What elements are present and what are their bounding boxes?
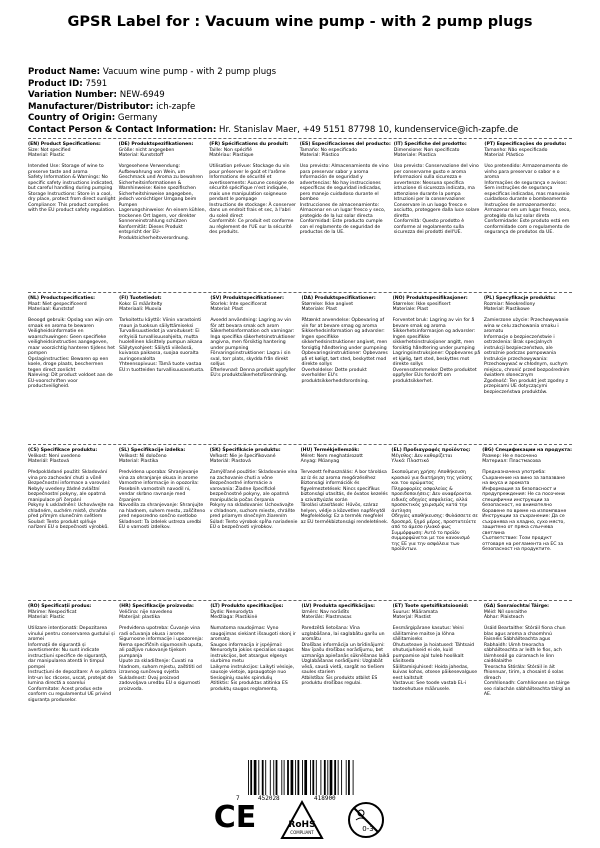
barcode-bar: [248, 760, 249, 795]
barcode-bar: [320, 760, 321, 795]
barcode-bar: [265, 760, 266, 795]
spec-body: Μέγεθος: Δεν καθορίζεται Υλικό: Πλαστικό Σκοπούμενη χρήση: Αποθήκευση κρασιού για διατήρηση της γεύσης και του αρώματος Πληροφορίες ασφαλείας & προειδοποιήσεις: Δεν αναφέρονται ειδικές οδηγίες ασφαλείας, αλλά προσεκτικός χειρισμός κατά την άντληση Οδηγίες αποθήκευσης: Φυλάσσετε σε δροσερό, ξηρό μέρος, προστατεύετε από το άμεσο ηλιακό φως Συμμόρφωση: Αυτό το προϊόν συμμορφώνεται με τον κανονισμό της ΕΕ για την ασφάλεια των προϊόντων.: [391, 453, 478, 552]
spec-heading: (BG) Спецификации на продукта:: [482, 448, 572, 453]
rohs-compliant-icon: [280, 800, 324, 840]
barcode-bar: [284, 760, 285, 795]
barcode-bar: [276, 760, 278, 795]
spec-body: Taille: Non spécifié Matériau: Plastique Utilisation prévue: Stockage du vin pour préserver le goût et l'arôme Informations de sécurité et avertissements: Aucune consigne de sécurité spécifique n'est indiquée, mais une manipulation soigneuse pendant le pompage Instructions de stockage: À conserver dans un endroit frais et sec, à l'abri du soleil direct Conformité: Ce produit est conforme au règlement de l'UE sur la sécurité des produits.: [209, 147, 296, 235]
spec-heading: (IT) Specifiche del prodotto:: [393, 142, 467, 147]
spec-heading: (SK) Špecifikácie produktu:: [209, 448, 281, 453]
spec-heading: (PT) Especificações do produto:: [484, 142, 567, 147]
svg-text:0-3: 0-3: [362, 825, 374, 833]
spec-body: Veľkosť: Nie je špecifikované Materiál: Plastová Zamýšľané použitie: Skladovanie vína na zachovanie chuti a vône Bezpečnostné informácie a varovania: Žiadne špecifické bezpečnostné pokyny, ale opatrná manipulácia počas čerpania Pokyny na skladovanie: Uchovávajte v chladnom, suchom mieste, chráňte pred priamym slnečným žiarením Súlad: Tento výrobok spĺňa nariadenie EÚ o bezpečnosti výrobkov.: [209, 453, 298, 530]
spec-column: [209, 142, 297, 297]
svg-text:CE: CE: [213, 800, 257, 835]
divider: [28, 292, 572, 293]
info-product-name: Product Name: Vacuum wine pump - with 2 pump plugs: [28, 67, 277, 77]
spec-band-3: [28, 448, 572, 600]
page-title: GPSR Label for : Vacuum wine pump - with 2 pump plugs: [67, 14, 533, 30]
spec-body: Izmērs: Nav norādīts Materiāls: Plastmasas Paredzētā lietošana: Vīna uzglabāšana, lai saglabātu garšu un aromātu Drošības informācija un brīdinājumi: Nav īpašu drošības norādījumu, bet uzmanīga apiešanās sūknēšanas laikā Uzglabāšanas norādījumi: Uzglabāt vēsā, sausā vietā, sargāt no tiešiem saules stariem Atbilstība: Šis produkts atbilst ES produktu drošības regulai.: [301, 609, 390, 686]
spec-column: [28, 448, 116, 600]
barcode-bar: [281, 760, 282, 795]
spec-body: Velikost: Ni določeno Material: Plastika Predvidena uporaba: Shranjevanje vina za ohranjanje okusa in arome Varnostne informacije in opozorila: Posebnih varnostnih navodil ni, vendar skrbno ravnanje med črpanjem Navodila za shranjevanje: Shranjujte na hladnem, suhem mestu, zaščiteno pred neposredno sončno svetlobo Skladnost: Ta izdelek ustreza uredbi EU o varnosti izdelkov.: [118, 453, 206, 530]
spec-body: Velikost: Není uvedeno Materiál: Plastová Předpokládané použití: Skladování vína pro zachování chuti a vůně Bezpečnostní informace a varování: Nebyly uvedeny žádné zvláštní bezpečnostní pokyny, ale opatrná manipulace při čerpání Pokyny k uskladnění: Uchovávejte na chladném, suchém místě, chraňte před přímým slunečním světlem Soulad: Tento produkt splňuje nařízení EU o bezpečnosti výrobků.: [28, 453, 114, 530]
spec-column: [210, 448, 298, 600]
spec-heading: (RO) Specificații produs:: [28, 604, 92, 609]
spec-body: Størrelse: Ikke angivet Materiale: Plast Påtænkt anvendelse: Opbevaring af vin for at bevare smag og aroma Sikkerhedsinformation og advarsler: Ingen specifikke sikkerhedsinstruktioner angivet, men forsigtig håndtering under pumpning Opbevaringsinstruktioner: Opbevares på et køligt, tørt sted, beskyttet mod direkte sollys Overholdelse: Dette produkt overholder EU's produktsikkerhedsforordning.: [301, 301, 388, 384]
barcode-bar: [346, 760, 347, 795]
not-for-children-0-3-icon: [346, 800, 386, 840]
spec-band-1: [28, 142, 572, 297]
spec-heading: (NL) Productspecificaties:: [28, 296, 95, 301]
spec-column: [391, 448, 479, 600]
info-variation-number: Variation Number: NEW-6949: [28, 90, 165, 101]
spec-body: Größe: nicht angegeben Material: Kunststoff Vorgesehene Verwendung: Aufbewahrung von Wein, um Geschmack und Aroma zu bewahren Sicherheitsinformationen & Warnhinweise: Keine spezifischen Sicherheitshinweise angegeben, jedoch vorsichtiger Umgang beim Pumpen Lagerungshinweise: An einem kühlen, trockenen Ort lagern, vor direkter Sonneneinstrahlung schützen Konformität: Dieses Produkt entspricht der EU-Produktsicherheitsverordnung.: [118, 147, 207, 241]
barcode-bar: [302, 760, 303, 795]
spec-body: Mărime: Nespecificat Material: Plastic Utilizare intenționată: Depozitarea vinului pentru conservarea gustului și aromei Informații de siguranță și avertismente: Nu sunt indicate instrucțiuni specifice de siguranță, dar manipularea atentă în timpul pompei Instrucțiuni de depozitare: A se păstra într-un loc răcoros, uscat, protejat de lumina directă a soarelui Conformitate: Acest produs este conform cu regulamentul UE privind siguranța produselor.: [28, 609, 116, 703]
spec-column: [393, 296, 481, 441]
svg-text:COMPLIANT: COMPLIANT: [290, 830, 314, 835]
spec-body: Maat: Niet gespecificeerd Materiaal: Kunststof Beoogd gebruik: Opslag van wijn om smaak en aroma te bewaren Veiligheidsinformatie en waarschuwingen: Geen specifieke veiligheidsinstructies aangegeven, maar voorzichtig hanteren tijdens het pompen Opslaginstructies: Bewaren op een koele, droge plaats, beschermen tegen direct zonlicht Naleving: Dit product voldoet aan de EU-voorschriften voor productveiligheid.: [28, 301, 115, 389]
barcode-bar: [310, 760, 311, 795]
spec-body: Størrelse: Ikke spesifisert Materiale: Plast Forventet bruk: Lagring av vin for å bevare smak og aroma Sikkerhetsinformasjon og advarsler: Ingen spesifikke sikkerhetsinstruksjoner angitt, men forsiktig håndtering under pumping Lagringsinstruksjoner: Oppbevares på et kjølig, tørt sted, beskyttes mot direkte sollys Overensstemmelse: Dette produktet oppfyller EUs forskrift om produktsikkerhet.: [392, 301, 481, 384]
spec-heading: (NO) Produktspesifikasjoner:: [392, 296, 468, 301]
spec-column: [28, 142, 116, 297]
spec-heading: (EL) Προδιαγραφές προϊόντος:: [391, 448, 471, 453]
spec-heading: (FI) Tuotetiedot:: [119, 296, 162, 301]
spec-column: [119, 296, 207, 441]
spec-column: [119, 604, 207, 754]
spec-column: [119, 142, 207, 297]
spec-heading: (FR) Spécifications du produit:: [209, 142, 289, 147]
product-info: [28, 67, 588, 137]
spec-body: Suurus: Määramata Materjal: Plastist Eesmärgipärane kasutus: Veini säilitamine maitse ja lõhna säilitamiseks Ohutusteave ja hoiatused: Tähtsaid ohutusjuhiseid ei ole, kuid pumpamise ajal tuleb hoolikalt käsitseda Säilitamisjuhised: Hoida jahedas, kuivas kohas, otsese päikesevalguse eest kaitstult Vastavus: See toode vastab EL-i tooteohutuse määrusele.: [392, 609, 478, 692]
spec-body: Size: Not specified Material: Plastic Intended Use: Storage of wine to preserve taste and aroma Safety Information & Warnings: No specific safety instructions indicated, but careful handling during pumping Storage Instructions: Store in a cool, dry place, protect from direct sunlight Compliance: This product complies with the EU product safety regulation.: [28, 147, 116, 213]
spec-column: [482, 448, 572, 600]
barcode-bar: [297, 760, 299, 795]
barcode-bar: [295, 760, 296, 795]
spec-column: [484, 604, 572, 754]
spec-heading: (HR) Specifikacije proizvoda:: [119, 604, 194, 609]
spec-body: Tamaño: No especificado Material: Plástico Uso previsto: Almacenamiento de vino para preservar sabor y aroma Información de seguridad y advertencias: No hay instrucciones específicas de seguridad indicadas, pero manejo cuidadoso durante el bombeo Instrucciones de almacenamiento: Almacenar en un lugar fresco y seco, protegido de la luz solar directa Conformidad: Este producto cumple con el reglamento de seguridad de productos de la UE.: [299, 147, 389, 235]
spec-heading: (EN) Product Specifications:: [28, 142, 101, 147]
spec-column: [301, 604, 389, 754]
info-manufacturer: Manufacturer/Distributor: ich-zapfe: [28, 101, 196, 112]
spec-heading: (DE) Produktspezifikationen:: [118, 142, 194, 147]
barcode-bar: [254, 760, 257, 795]
barcode-digits-left: 452028: [258, 795, 280, 802]
barcode-bar: [262, 760, 264, 795]
spec-column: [28, 296, 116, 441]
barcode-bar: [338, 760, 339, 795]
info-product-id: Product ID: 7591: [28, 78, 108, 89]
spec-heading: (SL) Specifikacije izdelka:: [118, 448, 186, 453]
info-country-of-origin: Country of Origin: Germany: [28, 113, 158, 124]
spec-heading: (LV) Produkta specifikācijas:: [301, 604, 375, 609]
barcode-bar: [250, 760, 252, 795]
barcode-bar: [287, 760, 289, 795]
spec-body: Méret: Nem meghatározott Anyag: Műanyag Tervezett felhasználás: A bor tárolása az íz és az aroma megőrzéséhez Biztonsági információk és figyelmeztetések: Nincs specifikus biztonsági utasítás, de óvatos kezelés a szivattyúzás során Tárolási utasítások: Hűvös, száraz helyen, védje a közvetlen napfénytől Megfelelőség: Ez a termék megfelel az EU termékbiztonsági rendeletének.: [300, 453, 389, 525]
spec-column: [393, 604, 481, 754]
barcode-bar: [316, 760, 317, 795]
spec-column: [301, 448, 389, 600]
barcode-bar: [353, 760, 354, 795]
spec-column: [301, 296, 389, 441]
divider: [28, 600, 572, 601]
barcode-digits-right: 418900: [314, 795, 336, 802]
barcode-bar: [330, 760, 333, 795]
spec-column: [484, 142, 572, 297]
barcode-digit-prefix: 7: [236, 795, 240, 802]
spec-column: [210, 604, 298, 754]
spec-body: Veličina: nije navedeno Materijal: plastika Predviđena upotreba: Čuvanje vina radi očuvanja okusa i arome Sigurnosne informacije i upozorenja: Nema specifičnih sigurnosnih uputa, ali pažljivo rukovanje tijekom pumpanja Upute za skladištenje: Čuvati na hladnom, suhom mjestu, zaštititi od izravnog sunčevog svjetla Sukladnost: Ovaj proizvod zadovoljava uredbu EU o sigurnosti proizvoda.: [119, 609, 204, 692]
spec-heading: (LT) Produkto specifikacijos:: [210, 604, 284, 609]
barcode-bar: [258, 760, 259, 795]
spec-heading: (DA) Produktspecifikationer:: [301, 296, 376, 301]
spec-heading: (ET) Toote spetsifikatsioonid:: [392, 604, 469, 609]
barcode-bar: [312, 760, 314, 795]
spec-heading: (CS) Specifikace produktu:: [28, 448, 98, 453]
spec-column: [210, 296, 298, 441]
spec-band-2: [28, 296, 572, 441]
spec-heading: (HU) Termékjellemzők:: [300, 448, 360, 453]
spec-body: Méid: Níl sonraithe Ábhar: Plaisteach Úsáid Beartaithe: Stóráil fíona chun blas agus aroma a chaomhnú Faisnéis Sábháilteachta agus Rabhaidh: Uimh treoracha sábháilteachta ar leith le fios, ach láimhseáil go cúramach le linn caidéalaithe Treoracha Stórála: Stóráil in áit fhionnuar, tirim, a chosaint ó solas díreach Comhlíonadh: Comhlíonann an táirge seo rialachán sábháilteachta táirgí an AE.: [483, 609, 571, 697]
barcode: [246, 760, 386, 795]
spec-body: Tamanho: Não especificado Material: Plástico Uso pretendido: Armazenamento de vinho para preservar o sabor e o aroma Informações de segurança e avisos: Sem instruções de segurança específicas indicadas, mas manuseio cuidadoso durante o bombeamento Instruções de armazenamento: Armazenar em um lugar fresco, seco, protegido da luz solar direta Conformidade: Este produto está em conformidade com o regulamento de segurança de produtos da UE.: [484, 147, 571, 235]
spec-heading: (SV) Produktspecifikationer:: [210, 296, 284, 301]
divider: [28, 444, 572, 445]
spec-body: Dydis: Nenurodyta Medžiaga: Plastikinė Numatoma naudojimas: Vyno saugojimas siekiant išsaugoti skonį ir aromatą Saugos informacija ir įspėjimai: Nenurodyta jokios specialios saugos instrukcijos, bet atsargus elgesys siurbimo metu Laikymo instrukcijos: Laikyti vėsioje, sausoje vietoje, apsaugotoje nuo tiesioginių saulės spindulių Atitiktis: Šis produktas atitinka ES produktų saugos reglamentą.: [210, 609, 296, 692]
barcode-bar: [334, 760, 336, 795]
spec-column: [28, 604, 116, 754]
spec-column: [484, 296, 572, 441]
spec-band-4: [28, 604, 572, 754]
spec-body: Dimensione: Non specificato Materiale: Plastica Uso previsto: Conservazione del vino per conservarne gusto e aroma Informazioni sulla sicurezza e avvertenze: Nessuna specifica istruzione di sicurezza indicata, ma attenzione durante la pompa Istruzioni per la conservazione: Conservare in un luogo fresco e asciutto, proteggere dalla luce solare diretta Conformità: Questo prodotto è conforme al regolamento sulla sicurezza dei prodotti dell'UE.: [393, 147, 480, 235]
spec-body: Koko: Ei määritelty Materiaali: Muovia Tarkoitettu käyttö: Viinin varastointi maun ja tuoksun säilyttämiseksi Turvallisuustiedot ja varoitukset: Ei erityisiä turvallisuusohjeita, mutta huolellinen käsittely pumpun aikana Säilytysohjeet: Säilytä viileässä, kuivassa paikassa, suojaa suoralta auringonvalolta Yhteensopivuus: Tämä tuote vastaa EU:n tuotteiden turvallisuusasetusta.: [119, 301, 205, 373]
spec-body: Storlek: Inte specificerat Material: Plast Avsedd användning: Lagring av vin för att bevara smak och arom Säkerhetsinformation och varningar: Inga specifika säkerhetsinstruktioner angivna, men försiktig hantering under pumpning Förvaringsinstruktioner: Lagra i sin sval, torr plats, skydda från direkt solljus Efterlevnad: Denna produkt uppfyller EU:s produktsäkerhetsförordning.: [210, 301, 296, 378]
divider: [28, 138, 572, 139]
barcode-bar: [341, 760, 342, 795]
barcode-bar: [327, 760, 328, 795]
info-contact: Contact Person & Contact Information: Hr. Stanislav Maer, +49 5151 87798 10, kundenservice@ich-zapfe.de: [28, 124, 519, 135]
spec-column: [394, 142, 482, 297]
barcode-bar: [273, 760, 274, 795]
spec-heading: (ES) Especificaciones del producto:: [299, 142, 391, 147]
barcode-bar: [304, 760, 307, 795]
ce-mark-icon: [212, 800, 258, 834]
barcode-bar: [348, 760, 350, 795]
barcode-bar: [324, 760, 326, 795]
spec-heading: (GA) Sonraíochtaí Táirge:: [483, 604, 549, 609]
spec-body: Размер: Не е посочено Материал: Пластмасова Предназначена употреба: Съхранение на вино за запазване на вкуса и аромата Информация за безопасност и предупреждения: Не са посочени специфични инструкции за безопасност, но внимателно боравене по време на изпомпване Инструкции за съхранение: Да се съхранява на хладно, сухо място, защитено от пряка слънчева светлина Съответствие: Този продукт отговаря на регламента на ЕС за безопасност на продуктите.: [482, 453, 567, 552]
barcode-bar: [291, 760, 294, 795]
spec-column: [300, 142, 391, 297]
spec-body: Rozmiar: Nieokreślony Materiał: Plastikowe Zamierzone użycie: Przechowywanie wina w celu zachowania smaku i aromatu Informacje o bezpieczeństwie i ostrzeżenia: Brak specjalnych instrukcji bezpieczeństwa, ale ostrożnie podczas pompowania Instrukcje przechowywania: Przechowywać w chłodnym, suchym miejscu, chronić przed bezpośrednim światłem słonecznym Zgodność: Ten produkt jest zgodny z przepisami UE dotyczącymi bezpieczeństwa produktów.: [483, 301, 570, 395]
spec-heading: (PL) Specyfikacje produktu:: [483, 296, 556, 301]
barcode-bar: [270, 760, 271, 795]
spec-column: [119, 448, 207, 600]
svg-text:RoHS: RoHS: [288, 820, 316, 830]
